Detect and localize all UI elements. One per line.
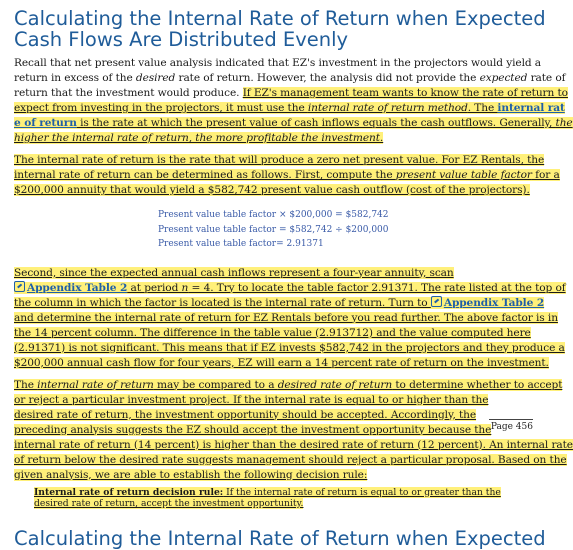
formula-line: Present value table factor = $582,742 ÷ $200,000 bbox=[158, 224, 389, 235]
text-line: $200,000 annual cash flow for four years, EZ will earn a 14 percent rate of return on the investment. bbox=[14, 356, 549, 369]
next-section-title: Calculating the Internal Rate of Return when Expected bbox=[14, 527, 546, 550]
text-line: of return below the desired rate suggests management should reject a particular proposal. Based on the bbox=[14, 453, 567, 466]
title-line: Cash Flows Are Distributed Evenly bbox=[14, 28, 349, 51]
text-line: preceding analysis suggests the EZ should accept the investment opportunity because the bbox=[14, 423, 492, 436]
text-line: higher the internal rate of return, the more profitable the investment. bbox=[14, 132, 384, 144]
text-line: the 14 percent column. The difference in the table value (2.913712) and the value computed here bbox=[14, 326, 531, 339]
page-reference: Page 456 bbox=[489, 419, 533, 432]
text-line: (2.91371) is not significant. This means that if EZ invests $582,742 in the projectors and they produce a bbox=[14, 341, 565, 354]
text-line: The internal rate of return is the rate that will produce a zero net present value. For EZ Rentals, the bbox=[14, 154, 545, 166]
external-link-icon bbox=[431, 296, 442, 307]
external-link-icon bbox=[14, 281, 25, 292]
text-line: desired rate of return, accept the investment opportunity. bbox=[34, 498, 304, 509]
text-line: Internal rate of return decision rule: If the internal rate of return is equal to or greater than the bbox=[34, 486, 501, 498]
appendix-table-2-link[interactable]: Appendix Table 2 bbox=[443, 296, 545, 309]
internal-rate-of-return-link[interactable]: e of return bbox=[14, 117, 77, 129]
text-line: return in excess of the desired rate of return. However, the analysis did not provide the expected rate of bbox=[14, 72, 566, 84]
section-title bbox=[14, 7, 546, 51]
text-line: given analysis, we are able to establish the following decision rule: bbox=[14, 468, 368, 481]
title-line: Calculating the Internal Rate of Return when Expected bbox=[14, 7, 546, 30]
text-line: The internal rate of return may be compared to a desired rate of return to determine whether to accept bbox=[14, 378, 563, 391]
text-line: or reject a particular investment project. If the internal rate is equal to or higher than the bbox=[14, 393, 489, 406]
document-body bbox=[14, 0, 573, 510]
text-line: expect from investing in the projectors, it must use the internal rate of return method. The internal rat bbox=[14, 102, 565, 114]
formula-line: Present value table factor × $200,000 = $582,742 bbox=[158, 210, 389, 220]
paragraph-appendix-scan bbox=[14, 266, 566, 371]
appendix-table-2-link[interactable]: Appendix Table 2 bbox=[27, 281, 128, 294]
text-line: internal rate of return (14 percent) is higher than the desired rate of return (12 percent). An internal rate bbox=[14, 438, 573, 451]
text-line: internal rate of return can be determined as follows. First, compute the present value table factor for a bbox=[14, 169, 560, 181]
text-line: and determine the internal rate of return for EZ Rentals before you read further. The above factor is in bbox=[14, 311, 558, 324]
rule-label: Internal rate of return decision rule: bbox=[34, 486, 224, 498]
formula-line: Present value table factor= 2.91371 bbox=[158, 239, 324, 249]
paragraph-decision bbox=[14, 378, 573, 483]
text-line: Appendix Table 2 at period n = 4. Try to locate the table factor 2.91371. The rate listed at the top of bbox=[14, 281, 520, 296]
text-line: the column in which the factor is located is the internal rate of return. Turn to Appendix Table 2 bbox=[14, 296, 545, 309]
text-line: return that the investment would produce. If EZ's management team wants to know the rate of return to bbox=[14, 87, 568, 99]
text-line: desired rate of return, the investment opportunity should be accepted. Accordingly, the bbox=[14, 408, 477, 421]
text-line: e of return is the rate at which the present value of cash inflows equals the cash outflows. Generally, the bbox=[14, 117, 573, 129]
paragraph-intro bbox=[14, 56, 573, 146]
paragraph-compute-factor bbox=[14, 153, 560, 198]
text-line: Second, since the expected annual cash inflows represent a four-year annuity, scan bbox=[14, 266, 454, 279]
decision-rule bbox=[34, 487, 520, 510]
text-line: $200,000 annuity that would yield a $582,742 present value cash outflow (cost of the projectors). bbox=[14, 184, 530, 196]
formula-block bbox=[158, 208, 520, 252]
text-line: Recall that net present value analysis indicated that EZ's investment in the projectors would yield a bbox=[14, 57, 542, 69]
internal-rate-of-return-link[interactable]: internal rat bbox=[497, 102, 565, 114]
